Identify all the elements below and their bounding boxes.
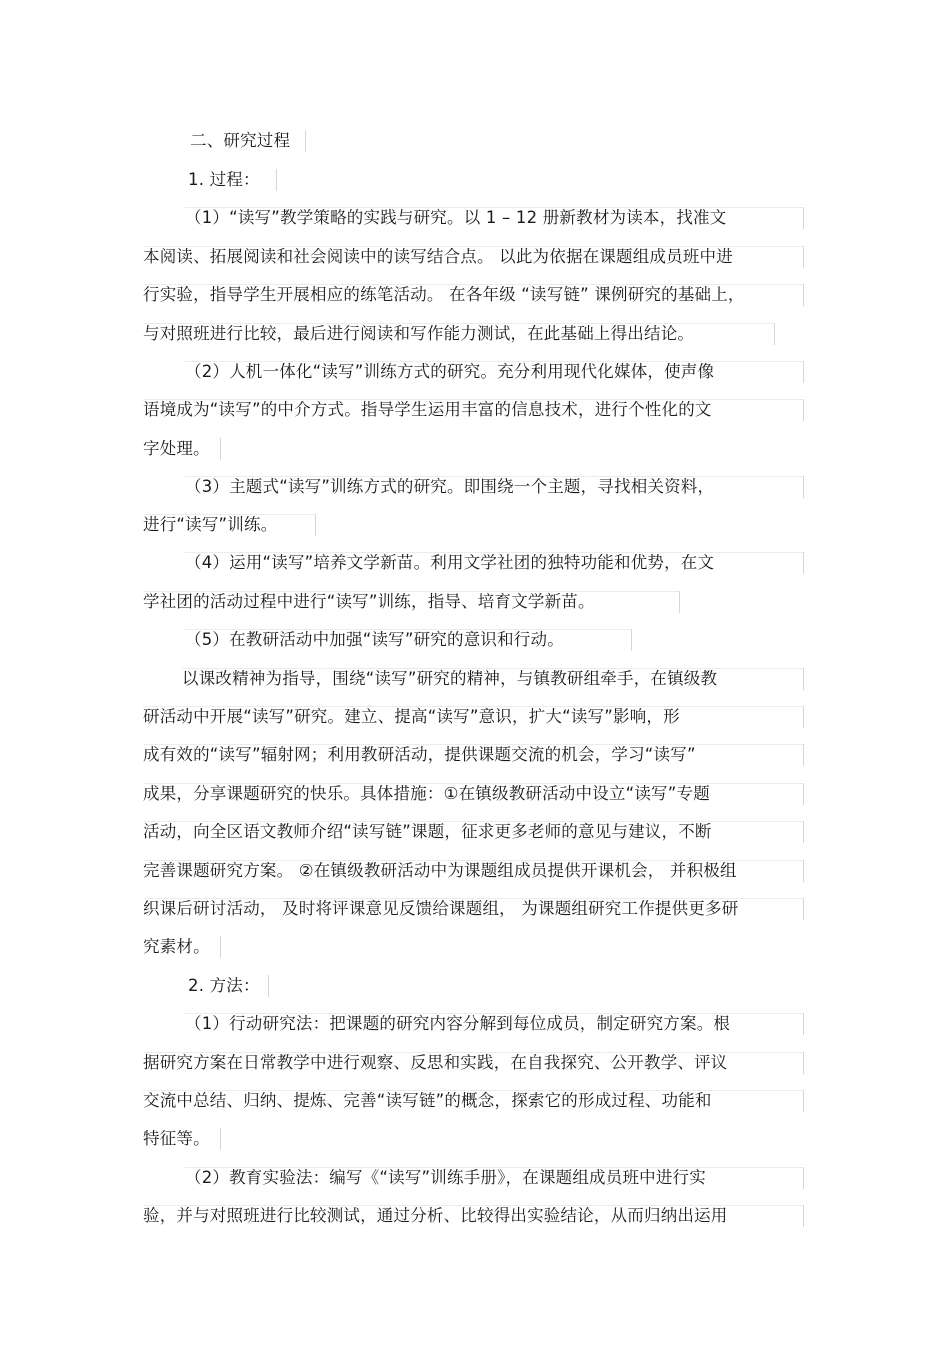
line-end-marker (774, 323, 775, 345)
line-end-marker (803, 1052, 804, 1074)
line-end-marker (803, 1205, 804, 1227)
line-end-marker (315, 514, 316, 536)
text-line: （1）行动研究法：把课题的研究内容分解到每位成员，制定研究方案。根 (185, 1014, 731, 1033)
line-end-marker (803, 744, 804, 766)
line-end-marker (305, 130, 306, 152)
line-end-marker (803, 860, 804, 882)
line-end-marker (276, 169, 277, 191)
line-end-marker (268, 975, 269, 997)
line-end-marker (803, 399, 804, 421)
line-end-marker (803, 706, 804, 728)
line-end-marker (220, 936, 221, 958)
text-line: 本阅读、拓展阅读和社会阅读中的读写结合点。 以此为依据在课题组成员班中进 (143, 247, 733, 266)
text-line: 特征等。 (143, 1129, 210, 1148)
line-end-marker (803, 284, 804, 306)
text-line: （1）“读写”教学策略的实践与研究。以 1 – 12 册新教材为读本，找准文 (185, 208, 727, 227)
text-line: 完善课题研究方案。 ②在镇级教研活动中为课题组成员提供开课机会， 并积极组 (143, 861, 737, 880)
text-line: 2. 方法： (188, 976, 260, 995)
text-line: 交流中总结、归纳、提炼、完善“读写链”的概念，探索它的形成过程、功能和 (143, 1091, 712, 1110)
line-end-marker (803, 1013, 804, 1035)
line-end-marker (803, 207, 804, 229)
text-line: 研活动中开展“读写”研究。建立、提高“读写”意识，扩大“读写”影响，形 (143, 707, 680, 726)
text-line: 1. 过程： (188, 170, 260, 189)
text-line: 字处理。 (143, 439, 210, 458)
line-end-marker (679, 591, 680, 613)
text-line: 究素材。 (143, 937, 210, 956)
line-end-marker (803, 361, 804, 383)
text-line: （2）教育实验法：编写《“读写”训练手册》，在课题组成员班中进行实 (185, 1168, 706, 1187)
text-line: 以课改精神为指导，围绕“读写”研究的精神，与镇教研组牵手，在镇级教 (182, 669, 718, 688)
text-line: （2）人机一体化“读写”训练方式的研究。充分利用现代化媒体，使声像 (185, 362, 715, 381)
text-line: 成果，分享课题研究的快乐。具体措施：①在镇级教研活动中设立“读写”专题 (143, 784, 710, 803)
text-line: 与对照班进行比较，最后进行阅读和写作能力测试，在此基础上得出结论。 (143, 324, 695, 343)
text-line: （3）主题式“读写”训练方式的研究。即围绕一个主题，寻找相关资料， (185, 477, 715, 496)
text-line: 成有效的“读写”辐射网；利用教研活动，提供课题交流的机会，学习“读写” (143, 745, 696, 764)
text-line: 织课后研讨活动， 及时将评课意见反馈给课题组， 为课题组研究工作提供更多研 (143, 899, 739, 918)
text-line: 据研究方案在日常教学中进行观察、反思和实践，在自我探究、公开教学、评议 (143, 1053, 728, 1072)
line-end-marker (631, 629, 632, 651)
line-end-marker (220, 1128, 221, 1150)
line-end-marker (803, 783, 804, 805)
text-line: 进行“读写”训练。 (143, 515, 278, 534)
line-end-marker (803, 476, 804, 498)
text-line: （5）在教研活动中加强“读写”研究的意识和行动。 (185, 630, 564, 649)
text-line: 活动，向全区语文教师介绍“读写链”课题，征求更多老师的意见与建议，不断 (143, 822, 712, 841)
line-end-marker (803, 1167, 804, 1189)
line-end-marker (803, 898, 804, 920)
line-end-marker (803, 552, 804, 574)
line-end-marker (803, 668, 804, 690)
text-line: 学社团的活动过程中进行“读写”训练，指导、培育文学新苗。 (143, 592, 595, 611)
text-line: 验，并与对照班进行比较测试，通过分析、比较得出实验结论，从而归纳出运用 (143, 1206, 728, 1225)
line-end-marker (803, 246, 804, 268)
text-line: 二、研究过程 (190, 131, 291, 150)
text-line: 语境成为“读写”的中介方式。指导学生运用丰富的信息技术，进行个性化的文 (143, 400, 712, 419)
line-end-marker (220, 438, 221, 460)
line-end-marker (803, 821, 804, 843)
text-line: （4）运用“读写”培养文学新苗。利用文学社团的独特功能和优势，在文 (185, 553, 715, 572)
text-line: 行实验，指导学生开展相应的练笔活动。 在各年级 “读写链” 课例研究的基础上， (143, 285, 745, 304)
line-end-marker (803, 1090, 804, 1112)
